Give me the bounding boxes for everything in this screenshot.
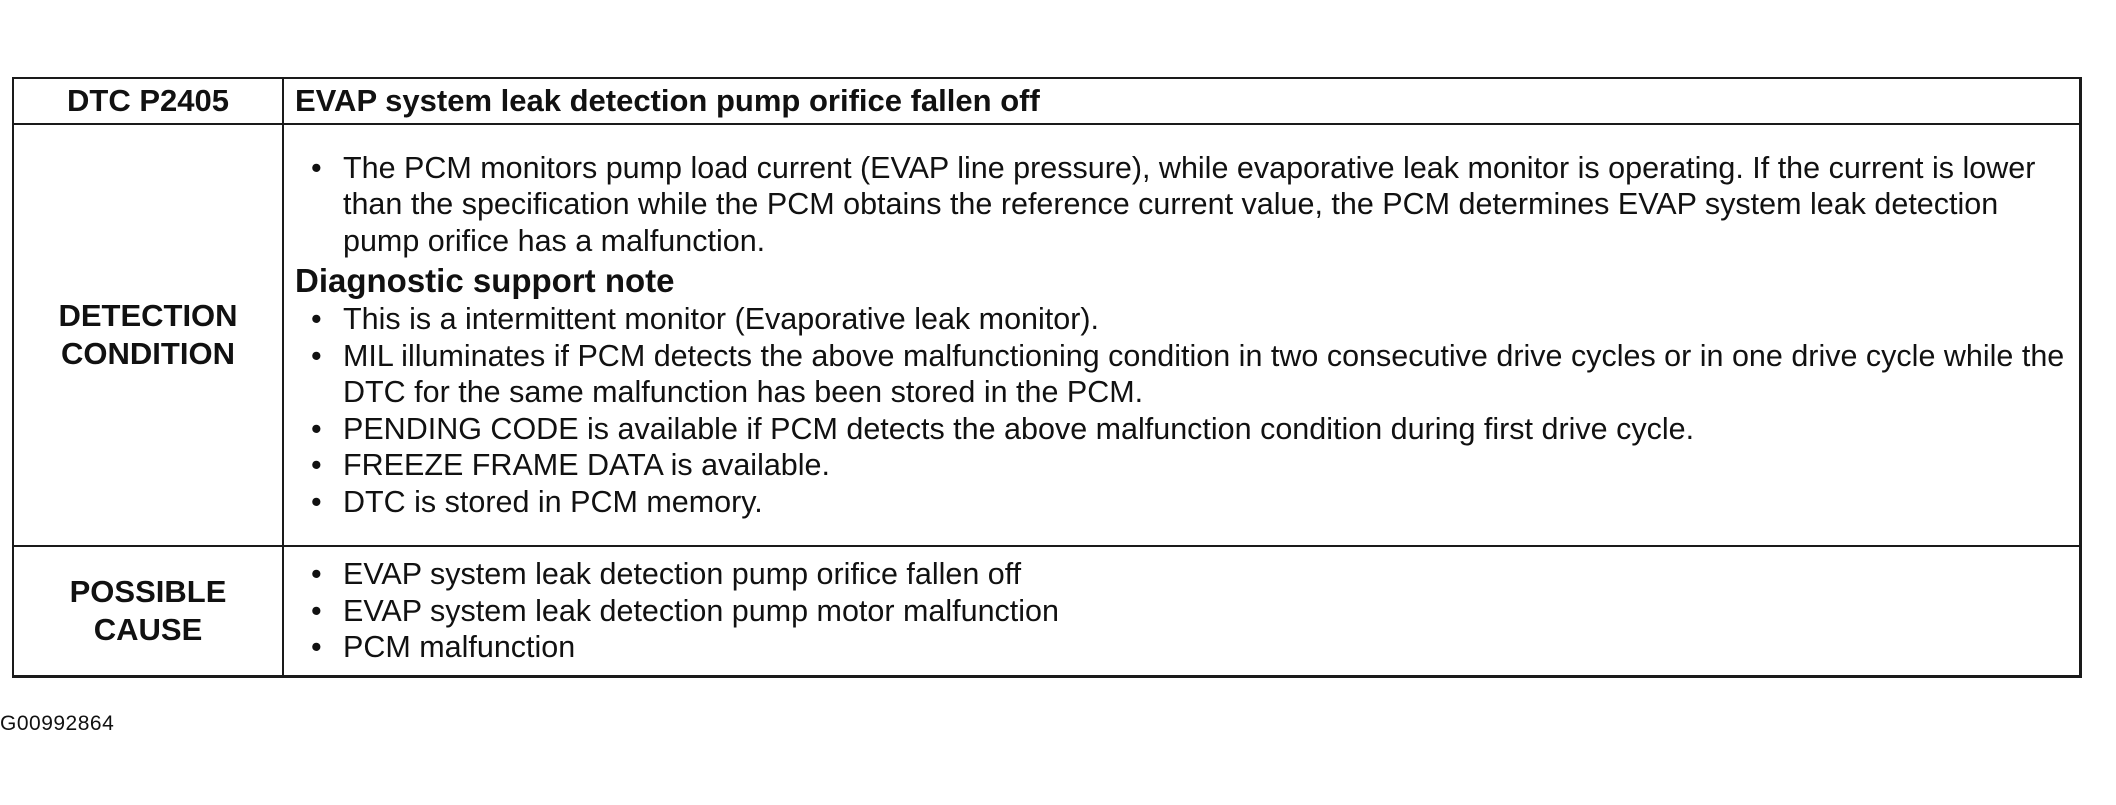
cause-item-text: PCM malfunction	[343, 630, 576, 665]
cause-item-text: EVAP system leak detection pump motor malfunction	[343, 593, 1059, 628]
detection-condition-content	[283, 124, 2081, 546]
note-item-text: MIL illuminates if PCM detects the above malfunctioning condition in two consecutive drive cycles or in one drive cycle while the DTC for the same malfunction has been stored in the PCM.	[343, 338, 2065, 410]
detection-item-text: The PCM monitors pump load current (EVAP line pressure), while evaporative leak monitor is operating. If the current is lower than the specification while the PCM obtains the reference current value, the PCM determines EVAP system leak detection pump orifice has a malfunction.	[343, 150, 2036, 258]
dtc-title-cell	[283, 78, 2081, 124]
diagnostic-note-heading: Diagnostic support note	[295, 262, 675, 300]
note-item-text: DTC is stored in PCM memory.	[343, 484, 763, 519]
note-item-text: FREEZE FRAME DATA is available.	[343, 448, 830, 483]
note-item-text: PENDING CODE is available if PCM detects the above malfunction condition during first drive cycle.	[343, 411, 1695, 446]
list-item	[295, 556, 2065, 593]
dtc-table	[12, 77, 2082, 678]
dtc-code: DTC P2405	[67, 83, 229, 118]
bullet-icon: •	[311, 448, 322, 483]
list-item	[295, 484, 2065, 521]
bullet-icon: •	[311, 593, 322, 628]
detection-condition-label	[13, 124, 283, 546]
dtc-code-cell	[13, 78, 283, 124]
possible-cause-row	[13, 546, 2081, 677]
list-item	[295, 629, 2065, 666]
dtc-title: EVAP system leak detection pump orifice fallen off	[295, 83, 1040, 118]
cause-item-text: EVAP system leak detection pump orifice fallen off	[343, 557, 1022, 592]
list-item	[295, 301, 2065, 338]
bullet-icon: •	[311, 411, 322, 446]
detection-label-line1: DETECTION	[58, 298, 238, 333]
detection-condition-row	[13, 124, 2081, 546]
list-item	[295, 447, 2065, 484]
cause-label-line1: POSSIBLE	[69, 574, 227, 609]
bullet-icon: •	[311, 630, 322, 665]
dtc-header-row	[13, 78, 2081, 124]
cause-label-line2: CAUSE	[93, 612, 203, 647]
list-item	[295, 150, 2065, 260]
note-item-text: This is a intermittent monitor (Evaporative leak monitor).	[343, 302, 1099, 337]
list-item	[295, 338, 2065, 411]
figure-id: G00992864	[0, 712, 115, 735]
possible-cause-content	[283, 546, 2081, 677]
detection-label-line2: CONDITION	[61, 336, 235, 371]
diagnostic-note-list	[295, 301, 2065, 520]
list-item	[295, 411, 2065, 448]
bullet-icon: •	[311, 150, 322, 185]
possible-cause-list	[295, 556, 2065, 666]
bullet-icon: •	[311, 302, 322, 337]
bullet-icon: •	[311, 338, 322, 373]
possible-cause-label	[13, 546, 283, 677]
bullet-icon: •	[311, 484, 322, 519]
list-item	[295, 593, 2065, 630]
bullet-icon: •	[311, 557, 322, 592]
detection-list	[295, 150, 2065, 260]
